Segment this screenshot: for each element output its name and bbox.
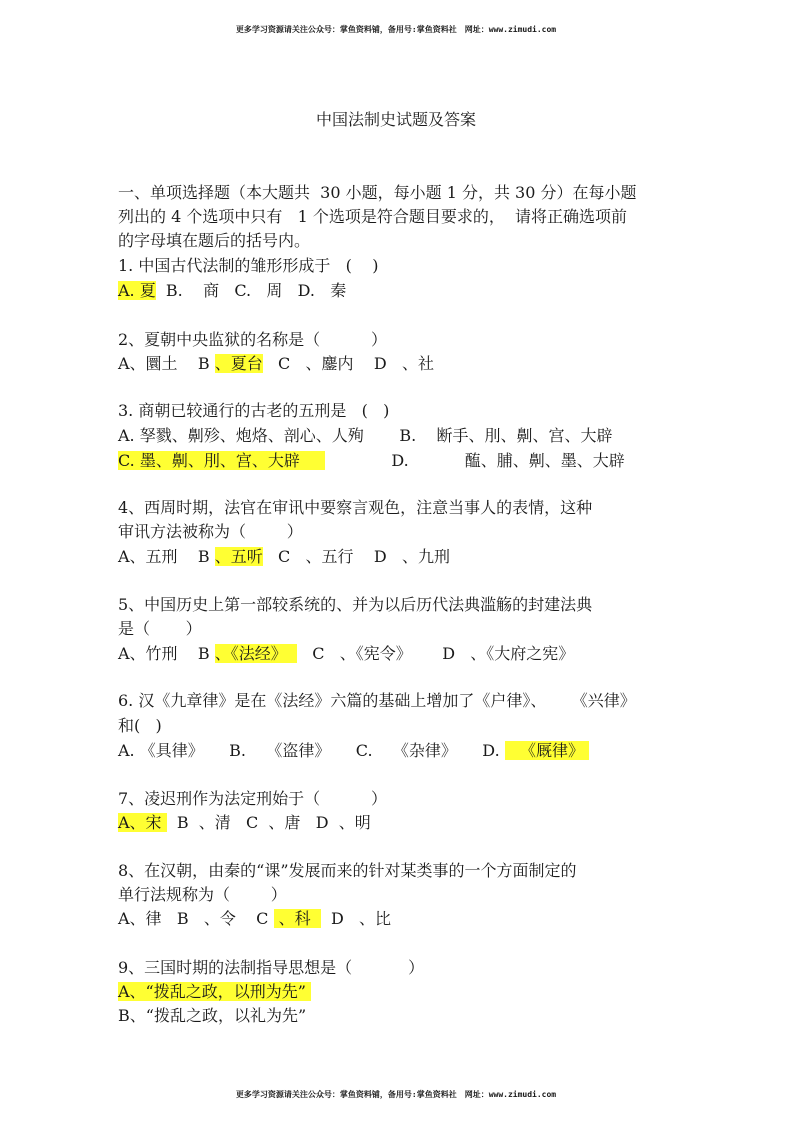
option-text: C 、五行 D 、九刑 xyxy=(262,547,450,566)
option-text: D 、比 xyxy=(320,909,392,928)
question-stem: 9、三国时期的法制指导思想是（ ） xyxy=(118,958,425,977)
answer-highlight: 《厩律》 xyxy=(504,741,590,760)
question-options xyxy=(118,982,311,1002)
question-options xyxy=(118,426,613,446)
question-stem: 2、夏朝中央监狱的名称是（ ） xyxy=(118,330,388,349)
question-stem: 单行法规称为（ ） xyxy=(118,885,287,904)
option-text: C 、鏖内 D 、社 xyxy=(262,354,434,373)
option-text: D. 醢、脯、劓、墨、大辟 xyxy=(325,451,625,470)
question-stem: 5、中国历史上第一部较系统的、并为以后历代法典滥觞的封建法典 xyxy=(118,595,593,614)
question-stem: 审讯方法被称为（ ） xyxy=(118,522,303,541)
question-stem: 6. 汉《九章律》是在《法经》六篇的基础上增加了《户律》、 《兴律》 xyxy=(118,691,636,710)
option-text: A、五刑 B xyxy=(118,547,215,566)
question-stem: 和( ) xyxy=(118,716,162,735)
question-stem: 是（ ） xyxy=(118,619,202,638)
answer-highlight: 、夏台 xyxy=(214,354,263,373)
answer-highlight: A. 夏 xyxy=(118,281,156,300)
option-text: A、律 B 、令 C xyxy=(118,909,274,928)
question-options xyxy=(118,281,346,301)
footer-note: 更多学习资源请关注公众号：掌鱼资料铺，备用号:掌鱼资料社 网址：www.zimudi.com xyxy=(235,1090,557,1099)
answer-highlight: 、五听 xyxy=(214,547,263,566)
answer-highlight: A、“拨乱之政，以刑为先” xyxy=(118,982,312,1001)
option-text: B. 商 C. 周 D. 秦 xyxy=(155,281,347,300)
question-stem: 4、西周时期，法官在审讯中要察言观色，注意当事人的表情，这种 xyxy=(118,498,593,517)
question-options xyxy=(118,909,391,929)
page-title: 中国法制史试题及答案 xyxy=(315,110,476,129)
answer-highlight: 、科 xyxy=(273,909,321,928)
answer-highlight: C. 墨、劓、刖、宫、大辟 xyxy=(118,451,326,470)
intro-line: 的字母填在题后的括号内。 xyxy=(118,231,311,250)
option-text: A. 孥戮、劓殄、炮烙、剖心、人殉 B. 断手、刖、劓、宫、大辟 xyxy=(118,426,613,445)
question-options xyxy=(118,644,574,664)
question-options xyxy=(118,451,625,471)
option-text: C 、《宪令》 D 、《大府之宪》 xyxy=(296,644,575,663)
question-options xyxy=(118,1006,306,1026)
header-note: 更多学习资源请关注公众号：掌鱼资料铺，备用号:掌鱼资料社 网址：www.zimudi.com xyxy=(235,25,557,34)
answer-highlight: 、《法经》 xyxy=(214,644,297,663)
option-text: A、竹刑 B xyxy=(118,644,215,663)
intro-line: 一、单项选择题（本大题共 30 小题，每小题 1 分，共 30 分）在每小题 xyxy=(118,183,637,202)
question-options xyxy=(118,547,450,567)
option-text: B、“拨乱之政，以礼为先” xyxy=(118,1006,307,1025)
question-stem: 7、凌迟刑作为法定刑始于（ ） xyxy=(118,789,388,808)
question-stem: 8、在汉朝，由秦的“课”发展而来的针对某类事的一个方面制定的 xyxy=(118,861,577,880)
question-options xyxy=(118,741,589,761)
intro-line: 列出的 4 个选项中只有 1 个选项是符合题目要求的， 请将正确选项前 xyxy=(118,207,628,226)
question-options xyxy=(118,813,371,833)
question-stem: 3. 商朝已较通行的古老的五刑是 ( ) xyxy=(118,401,390,420)
option-text: B 、清 C 、唐 D 、明 xyxy=(166,813,371,832)
answer-highlight: A、宋 xyxy=(118,813,167,832)
option-text: A. 《具律》 B. 《盗律》 C. 《杂律》 D. xyxy=(118,741,505,760)
question-options xyxy=(118,354,434,374)
option-text: A、圜土 B xyxy=(118,354,215,373)
question-stem: 1. 中国古代法制的雏形形成于 ( ) xyxy=(118,256,379,275)
